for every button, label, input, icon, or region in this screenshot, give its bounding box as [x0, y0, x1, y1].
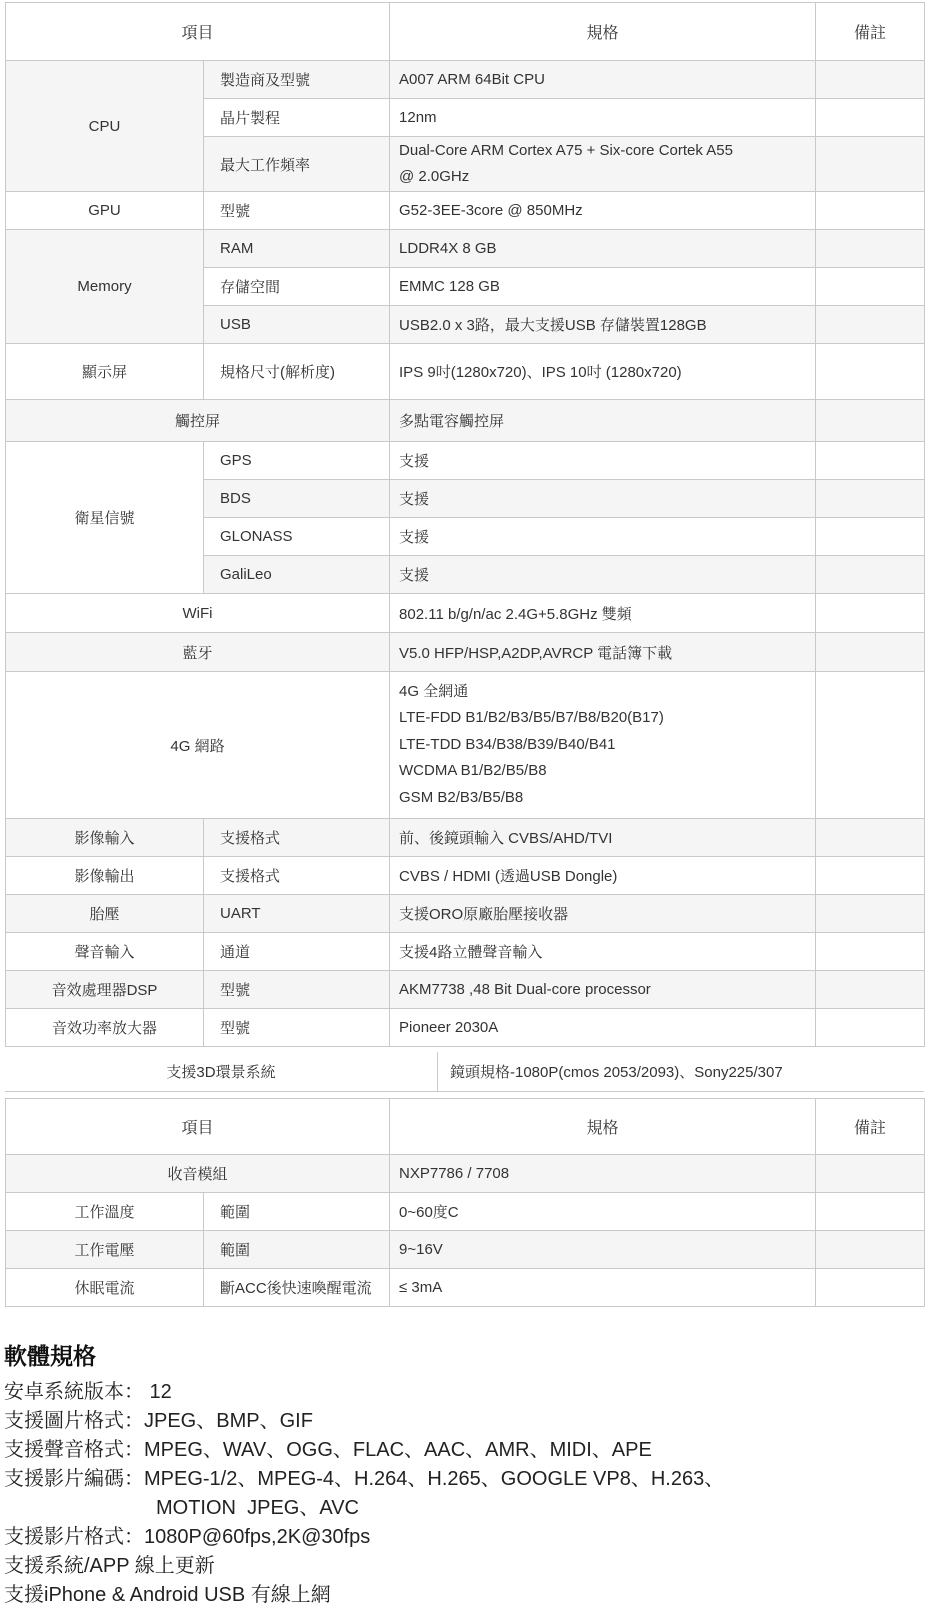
item-cell-merged: 收音模組	[6, 1155, 390, 1193]
note-cell-empty	[816, 400, 925, 442]
note-cell-empty	[816, 895, 925, 933]
row-tpms	[6, 895, 925, 933]
note-cell-empty	[816, 857, 925, 895]
row-dsp	[6, 971, 925, 1009]
spec-line-1: Dual-Core ARM Cortex A75 + Six-core Cortek A55	[399, 142, 733, 159]
item-cell-merged: 4G 網路	[6, 672, 390, 819]
spec-cell	[390, 672, 816, 819]
software-line-android-version: 安卓系統版本： 12	[4, 1381, 172, 1404]
item-cell-3d: 支援3D環景系統	[166, 1064, 276, 1082]
spec-line-3: LTE-TDD B34/B38/B39/B40/B41	[399, 735, 616, 753]
group-cell-audio-input: 聲音輸入	[6, 933, 204, 971]
item-cell-merged: 觸控屏	[6, 400, 390, 442]
software-line-video-codecs-cont: MOTION JPEG、AVC	[156, 1497, 359, 1520]
note-cell-empty	[816, 1269, 925, 1307]
software-spec-section	[4, 1341, 926, 1604]
spec-cell: 12nm	[390, 99, 816, 137]
row-operating-voltage	[6, 1231, 925, 1269]
group-cell-temperature: 工作溫度	[6, 1193, 204, 1231]
item-cell: 支援格式	[204, 857, 390, 895]
item-cell: USB	[204, 306, 390, 344]
row-bluetooth	[6, 633, 925, 672]
item-cell: BDS	[204, 480, 390, 518]
software-line-audio-formats: 支援聲音格式：MPEG、WAV、OGG、FLAC、AAC、AMR、MIDI、APE	[4, 1439, 652, 1462]
spec-cell: 支援4路立體聲音輸入	[390, 933, 816, 971]
item-cell: 型號	[204, 971, 390, 1009]
row-4g-network	[6, 672, 925, 819]
group-cell-amplifier: 音效功率放大器	[6, 1009, 204, 1047]
spec-cell: EMMC 128 GB	[390, 268, 816, 306]
row-video-output	[6, 857, 925, 895]
software-section-title: 軟體規格	[4, 1343, 96, 1370]
note-cell-empty	[816, 633, 925, 672]
group-cell-voltage: 工作電壓	[6, 1231, 204, 1269]
software-line-ota-update: 支援系統/APP 線上更新	[4, 1555, 215, 1578]
row-3d-surround-system	[5, 1052, 924, 1092]
spec-cell: 支援	[390, 442, 816, 480]
group-cell-cpu: CPU	[6, 61, 204, 192]
item-cell: 支援格式	[204, 819, 390, 857]
spec-cell: 802.11 b/g/n/ac 2.4G+5.8GHz 雙頻	[390, 594, 816, 633]
group-cell-video-output: 影像輸出	[6, 857, 204, 895]
row-operating-temperature	[6, 1193, 925, 1231]
item-cell: 製造商及型號	[204, 61, 390, 99]
spec-cell: 支援	[390, 556, 816, 594]
group-cell-memory: Memory	[6, 230, 204, 344]
item-cell: 範圍	[204, 1193, 390, 1231]
group-cell-tpms: 胎壓	[6, 895, 204, 933]
note-cell-empty	[816, 556, 925, 594]
col-header-item: 項目	[6, 1099, 390, 1155]
spec-cell: IPS 9吋(1280x720)、IPS 10吋 (1280x720)	[390, 344, 816, 400]
note-cell-empty	[816, 933, 925, 971]
note-cell-empty	[816, 480, 925, 518]
item-cell: GPS	[204, 442, 390, 480]
item-cell: 型號	[204, 192, 390, 230]
col-header-spec: 規格	[390, 3, 816, 61]
group-cell-video-input: 影像輸入	[6, 819, 204, 857]
note-cell-empty	[816, 99, 925, 137]
table1-header-row	[6, 3, 925, 61]
item-cell-merged: 藍牙	[6, 633, 390, 672]
row-amplifier	[6, 1009, 925, 1047]
group-cell-display: 顯示屏	[6, 344, 204, 400]
item-cell: UART	[204, 895, 390, 933]
secondary-spec-table	[5, 1098, 925, 1307]
row-cpu-model	[6, 61, 925, 99]
item-cell: GLONASS	[204, 518, 390, 556]
item-cell: 晶片製程	[204, 99, 390, 137]
row-radio-module	[6, 1155, 925, 1193]
spec-cell: A007 ARM 64Bit CPU	[390, 61, 816, 99]
spec-cell: USB2.0 x 3路，最大支援USB 存儲裝置128GB	[390, 306, 816, 344]
spec-cell: 9~16V	[390, 1231, 816, 1269]
spec-cell: AKM7738 ,48 Bit Dual-core processor	[390, 971, 816, 1009]
spec-cell: 支援	[390, 518, 816, 556]
software-line-usb-tethering: 支援iPhone & Android USB 有線上網	[4, 1584, 331, 1604]
main-spec-table	[5, 2, 925, 1047]
group-cell-gpu: GPU	[6, 192, 204, 230]
note-cell-empty	[816, 442, 925, 480]
note-cell-empty	[816, 61, 925, 99]
spec-line-4: WCDMA B1/B2/B5/B8	[399, 762, 547, 780]
note-cell-empty	[816, 1231, 925, 1269]
col-header-spec: 規格	[390, 1099, 816, 1155]
spec-line-1: 4G 全網通	[399, 683, 469, 700]
spec-cell: V5.0 HFP/HSP,A2DP,AVRCP 電話簿下載	[390, 633, 816, 672]
item-cell: GaliLeo	[204, 556, 390, 594]
spec-line-2: LTE-FDD B1/B2/B3/B5/B7/B8/B20(B17)	[399, 709, 664, 727]
col-header-item: 項目	[6, 3, 390, 61]
row-touchscreen	[6, 400, 925, 442]
note-cell-empty	[816, 344, 925, 400]
spec-cell: LDDR4X 8 GB	[390, 230, 816, 268]
group-cell-dsp: 音效處理器DSP	[6, 971, 204, 1009]
note-cell-empty	[816, 518, 925, 556]
item-cell: 範圍	[204, 1231, 390, 1269]
spec-cell: 多點電容觸控屏	[390, 400, 816, 442]
note-cell-empty	[816, 594, 925, 633]
group-cell-satellite: 衛星信號	[6, 442, 204, 594]
spec-cell	[390, 137, 816, 192]
row-display	[6, 344, 925, 400]
note-cell-empty	[816, 971, 925, 1009]
item-cell: 最大工作頻率	[204, 137, 390, 192]
col-header-note: 備註	[816, 1099, 925, 1155]
note-cell-empty	[816, 230, 925, 268]
row-wifi	[6, 594, 925, 633]
note-cell-empty	[816, 672, 925, 819]
note-cell-empty	[816, 1009, 925, 1047]
note-cell-empty	[816, 268, 925, 306]
row-video-input	[6, 819, 925, 857]
spec-cell: G52-3EE-3core @ 850MHz	[390, 192, 816, 230]
item-cell: 規格尺寸(解析度)	[204, 344, 390, 400]
row-sleep-current	[6, 1269, 925, 1307]
spec-cell-3d: 鏡頭規格-1080P(cmos 2053/2093)、Sony225/307	[437, 1052, 924, 1091]
spec-cell: 支援	[390, 480, 816, 518]
software-line-video-codecs: 支援影片編碼：MPEG-1/2、MPEG-4、H.264、H.265、GOOGLE VP8、H.263、	[4, 1468, 725, 1491]
software-line-image-formats: 支援圖片格式：JPEG、BMP、GIF	[4, 1410, 313, 1433]
note-cell-empty	[816, 1193, 925, 1231]
note-cell-empty	[816, 819, 925, 857]
software-line-video-formats: 支援影片格式：1080P@60fps,2K@30fps	[4, 1526, 371, 1549]
spec-cell: CVBS / HDMI (透過USB Dongle)	[390, 857, 816, 895]
item-cell: 斷ACC後快速喚醒電流	[204, 1269, 390, 1307]
note-cell-empty	[816, 1155, 925, 1193]
col-header-note: 備註	[816, 3, 925, 61]
note-cell-empty	[816, 192, 925, 230]
spec-cell: 0~60度C	[390, 1193, 816, 1231]
group-cell-sleep-current: 休眠電流	[6, 1269, 204, 1307]
row-satellite-gps	[6, 442, 925, 480]
item-cell: 通道	[204, 933, 390, 971]
spec-cell: Pioneer 2030A	[390, 1009, 816, 1047]
item-cell: RAM	[204, 230, 390, 268]
item-cell-merged: WiFi	[6, 594, 390, 633]
row-gpu	[6, 192, 925, 230]
row-audio-input	[6, 933, 925, 971]
note-cell-empty	[816, 306, 925, 344]
spec-line-2: @ 2.0GHz	[399, 168, 470, 185]
item-cell: 型號	[204, 1009, 390, 1047]
spec-cell: NXP7786 / 7708	[390, 1155, 816, 1193]
table2-header-row	[6, 1099, 925, 1155]
spec-cell: ≤ 3mA	[390, 1269, 816, 1307]
row-memory-ram	[6, 230, 925, 268]
spec-line-5: GSM B2/B3/B5/B8	[399, 788, 524, 806]
spec-cell: 前、後鏡頭輸入 CVBS/AHD/TVI	[390, 819, 816, 857]
note-cell-empty	[816, 137, 925, 192]
item-cell: 存儲空間	[204, 268, 390, 306]
spec-cell: 支援ORO原廠胎壓接收器	[390, 895, 816, 933]
